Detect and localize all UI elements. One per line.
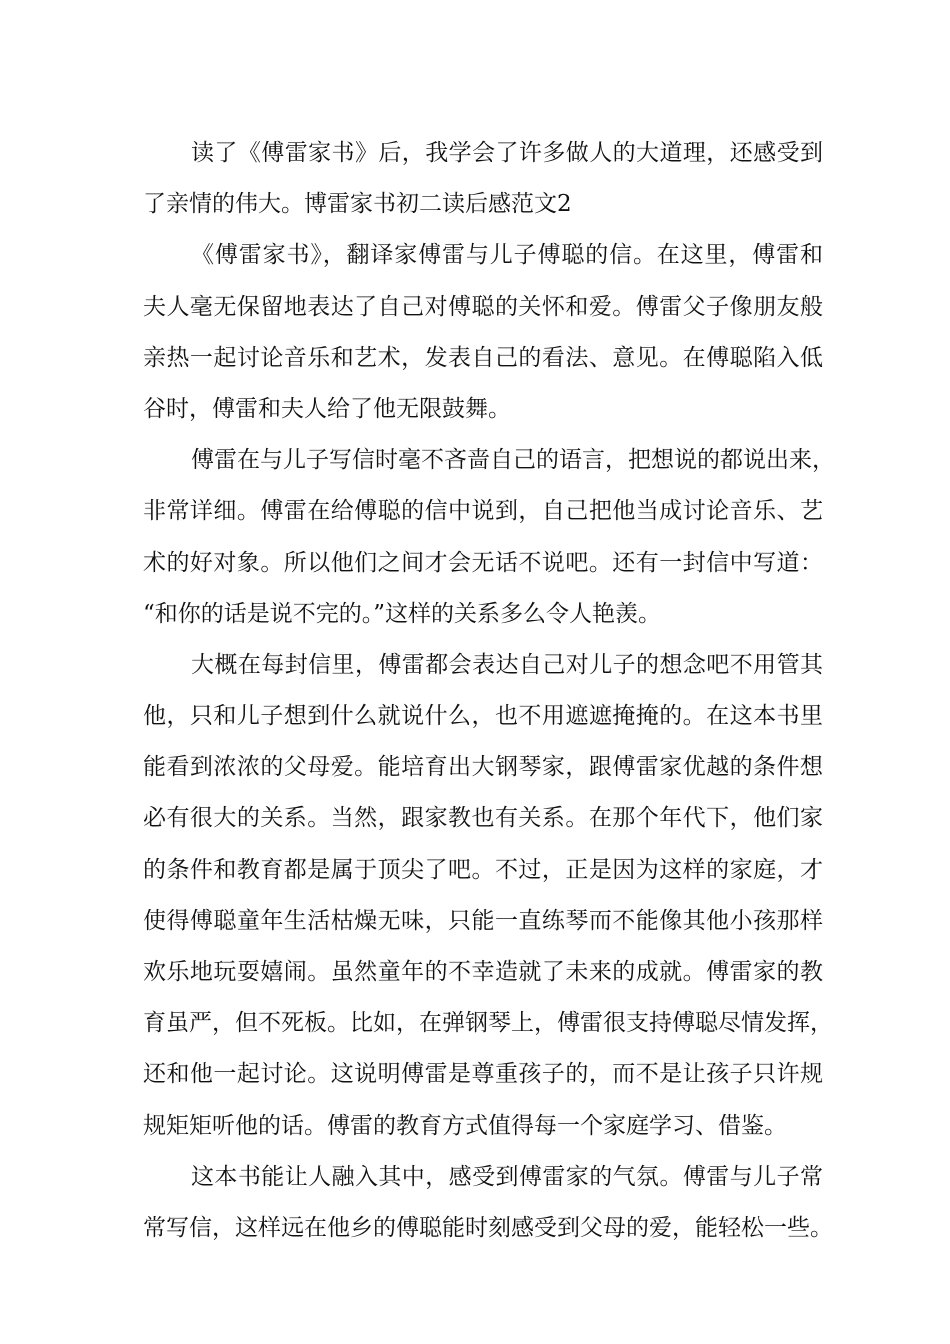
text-line: 亲热一起讨论音乐和艺术，发表自己的看法、意见。在傅聪陷入低 xyxy=(143,344,823,371)
text-line: 必有很大的关系。当然，跟家教也有关系。在那个年代下，他们家 xyxy=(143,805,823,832)
text-line: “和你的话是说不完的。”这样的关系多么令人艳羡。 xyxy=(143,600,662,627)
text-line: 术的好对象。所以他们之间才会无话不说吧。还有一封信中写道： xyxy=(143,549,823,576)
text-line: 傅雷在与儿子写信时毫不吝啬自己的语言，把想说的都说出来， xyxy=(191,447,835,474)
text-line: 他，只和儿子想到什么就说什么，也不用遮遮掩掩的。在这本书里 xyxy=(143,703,823,730)
text-line: 还和他一起讨论。这说明傅雷是尊重孩子的，而不是让孩子只许规 xyxy=(143,1061,823,1088)
text-line: 夫人毫无保留地表达了自己对傅聪的关怀和爱。傅雷父子像朋友般 xyxy=(143,293,823,320)
text-line: 大概在每封信里，傅雷都会表达自己对儿子的想念吧不用管其 xyxy=(191,651,823,678)
text-line: 谷时，傅雷和夫人给了他无限鼓舞。 xyxy=(143,395,511,422)
text-line: 欢乐地玩耍嬉闹。虽然童年的不幸造就了未来的成就。傅雷家的教 xyxy=(143,959,823,985)
document-body xyxy=(143,128,835,1254)
text-line: 使得傅聪童年生活枯燥无味，只能一直练琴而不能像其他小孩那样 xyxy=(143,907,823,934)
text-line: 了亲情的伟大。博雷家书初二读后感范文2 xyxy=(143,191,572,218)
text-line: 非常详细。傅雷在给傅聪的信中说到，自己把他当成讨论音乐、艺 xyxy=(143,498,823,525)
text-line: 读了《傅雷家书》后，我学会了许多做人的大道理，还感受到 xyxy=(191,140,823,166)
text-line: 规矩矩听他的话。傅雷的教育方式值得每一个家庭学习、借鉴。 xyxy=(143,1112,787,1139)
text-line: 《傅雷家书》，翻译家傅雷与儿子傅聪的信。在这里，傅雷和 xyxy=(191,242,823,269)
text-line: 的条件和教育都是属于顶尖了吧。不过，正是因为这样的家庭，才 xyxy=(143,856,823,883)
text-line: 育虽严，但不死板。比如，在弹钢琴上，傅雷很支持傅聪尽情发挥， xyxy=(143,1010,833,1037)
text-line: 这本书能让人融入其中，感受到傅雷家的气氛。傅雷与儿子常 xyxy=(191,1163,823,1190)
text-line: 常写信，这样远在他乡的傅聪能时刻感受到父母的爱，能轻松一些。 xyxy=(143,1214,833,1241)
text-line: 能看到浓浓的父母爱。能培育出大钢琴家，跟傅雷家优越的条件想 xyxy=(143,754,823,781)
